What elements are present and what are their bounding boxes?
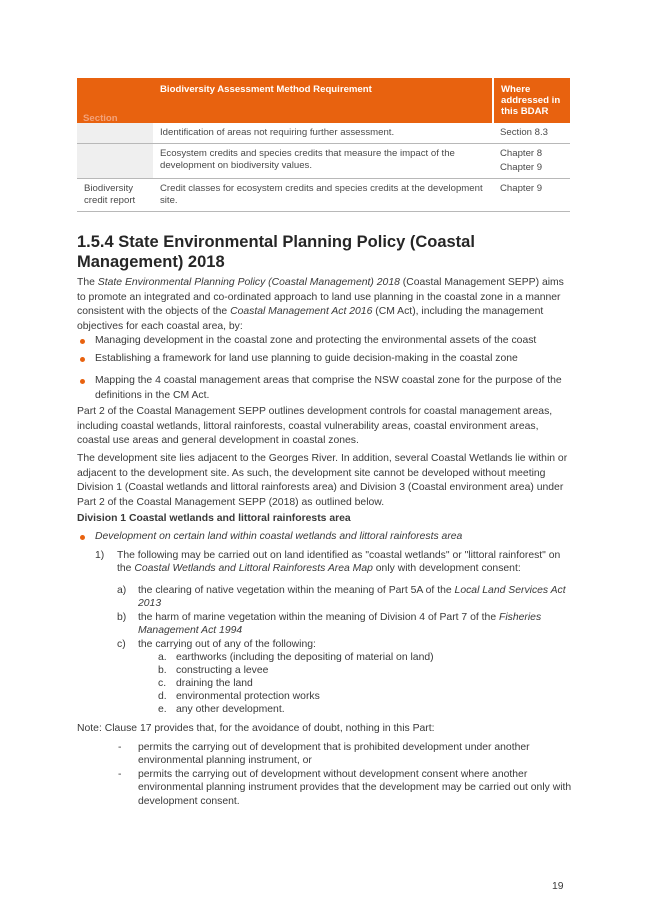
table-cell: Identification of areas not requiring further assessment. [153, 123, 493, 144]
table-cell [77, 144, 153, 179]
table-cell: Credit classes for ecosystem credits and species credits at the development site. [153, 179, 493, 212]
intro-policy-name: State Environmental Planning Policy (Coastal Management) 2018 [97, 277, 400, 288]
table-cell: Chapter 9 [493, 179, 570, 212]
division-heading: Division 1 Coastal wetlands and littoral rainforests area [77, 513, 351, 524]
bullet-icon [80, 379, 85, 384]
list-item: Managing development in the coastal zone and protecting the environmental assets of the coast [95, 335, 537, 346]
list-item: the carrying out of any of the following: [138, 639, 316, 650]
intro-text: (CM Act), including the management objectives for each coastal area, by: [77, 306, 544, 332]
clause-text-part: The following may be carried out on land identified as "coastal wetlands" or "littoral rainforest" on the [117, 550, 561, 575]
note-paragraph: Note: Clause 17 provides that, for the avoidance of doubt, nothing in this Part: [77, 723, 435, 734]
table-cell: Section 8.3 [493, 123, 570, 144]
dash-marker: - [118, 769, 122, 780]
list-item: permits the carrying out of development that is prohibited development under another environmental planning instrument, or [138, 742, 530, 767]
subitem-marker: a. [158, 652, 167, 663]
intro-text: (Coastal Management SEPP) aims to promote an integrated and co-ordinated approach to land use planning in the coastal zone in a manner consistent with the objects of the [77, 277, 564, 317]
table-row [77, 123, 570, 144]
list-item [138, 584, 573, 611]
table-cell: Biodiversity credit report [77, 179, 153, 212]
item-marker: a) [117, 585, 127, 596]
table-cell [77, 123, 153, 144]
intro-paragraph [77, 276, 573, 334]
page-number: 19 [552, 881, 564, 892]
list-item-text: the clearing of native vegetation within the meaning of Part 5A of the [138, 585, 455, 596]
table-header-row [77, 78, 570, 123]
paragraph: Part 2 of the Coastal Management SEPP outlines development controls for coastal management areas, including coastal wetlands, littoral rainforests, coastal vulnerability areas, coastal environment areas, coastal use areas and general development in coastal zones. [77, 406, 553, 446]
list-item-act: Local Land Services Act 2013 [138, 585, 566, 610]
table-header-requirement: Biodiversity Assessment Method Requirement [153, 78, 493, 123]
section-heading: 1.5.4 State Environmental Planning Policy (Coastal Management) 2018 [77, 233, 475, 271]
clause-text-part: only with development consent: [372, 563, 521, 575]
table-cell-line: Chapter 9 [500, 162, 543, 173]
intro-text: The [77, 277, 98, 288]
subitem-marker: e. [158, 704, 167, 715]
subitem-marker: d. [158, 691, 167, 702]
item-marker: b) [117, 612, 127, 623]
item-marker: c) [117, 639, 126, 650]
list-item: Establishing a framework for land use planning to guide decision-making in the coastal zone [95, 353, 518, 364]
list-item-text: Development on certain land within coastal wetlands and littoral rainforests area [95, 531, 463, 542]
table-header-section-label: Section [83, 113, 118, 124]
list-item [95, 530, 573, 545]
list-item: draining the land [176, 678, 253, 689]
dash-marker: - [118, 742, 122, 753]
table-row [77, 144, 570, 179]
list-item: environmental protection works [176, 691, 320, 702]
list-item-text: the harm of marine vegetation within the meaning of Division 4 of Part 7 of the [138, 612, 499, 623]
table-cell: Ecosystem credits and species credits that measure the impact of the development on biodiversity values. [153, 144, 493, 179]
subitem-marker: b. [158, 665, 167, 676]
list-item [138, 611, 573, 638]
list-item: constructing a levee [176, 665, 269, 676]
table-cell [493, 144, 570, 179]
list-item: any other development. [176, 704, 285, 715]
list-item-act: Fisheries Management Act 1994 [138, 612, 542, 637]
list-item: Mapping the 4 coastal management areas that comprise the NSW coastal zone for the purpose of the definitions in the CM Act. [95, 375, 562, 401]
clause-number: 1) [95, 550, 105, 561]
bullet-icon [80, 357, 85, 362]
bullet-icon [80, 535, 85, 540]
paragraph: The development site lies adjacent to the Georges River. In addition, several Coastal Wetlands lie within or adjacent to the development site. As such, the development site cannot be developed without meeting Division 1 (Coastal wetlands and littoral rainforests area) and Division 3 (Coastal environment area) under Part 2 of the Coastal Management SEPP (2018) as outlined below. [77, 453, 568, 508]
table-row [77, 179, 570, 212]
list-item: earthworks (including the depositing of material on land) [176, 652, 434, 663]
clause-text [117, 549, 573, 576]
list-item: permits the carrying out of development without development consent where another environmental planning instrument provides that the development may be carried out only with development consent. [138, 769, 572, 807]
subitem-marker: c. [158, 678, 167, 689]
intro-act-name: Coastal Management Act 2016 [230, 306, 373, 317]
table-cell-line: Chapter 8 [500, 148, 543, 159]
bullet-icon [80, 339, 85, 344]
table-header-where: Where addressed in this BDAR [493, 78, 570, 123]
requirements-table [77, 78, 570, 212]
clause-map-name: Coastal Wetlands and Littoral Rainforests Area Map [134, 563, 373, 575]
